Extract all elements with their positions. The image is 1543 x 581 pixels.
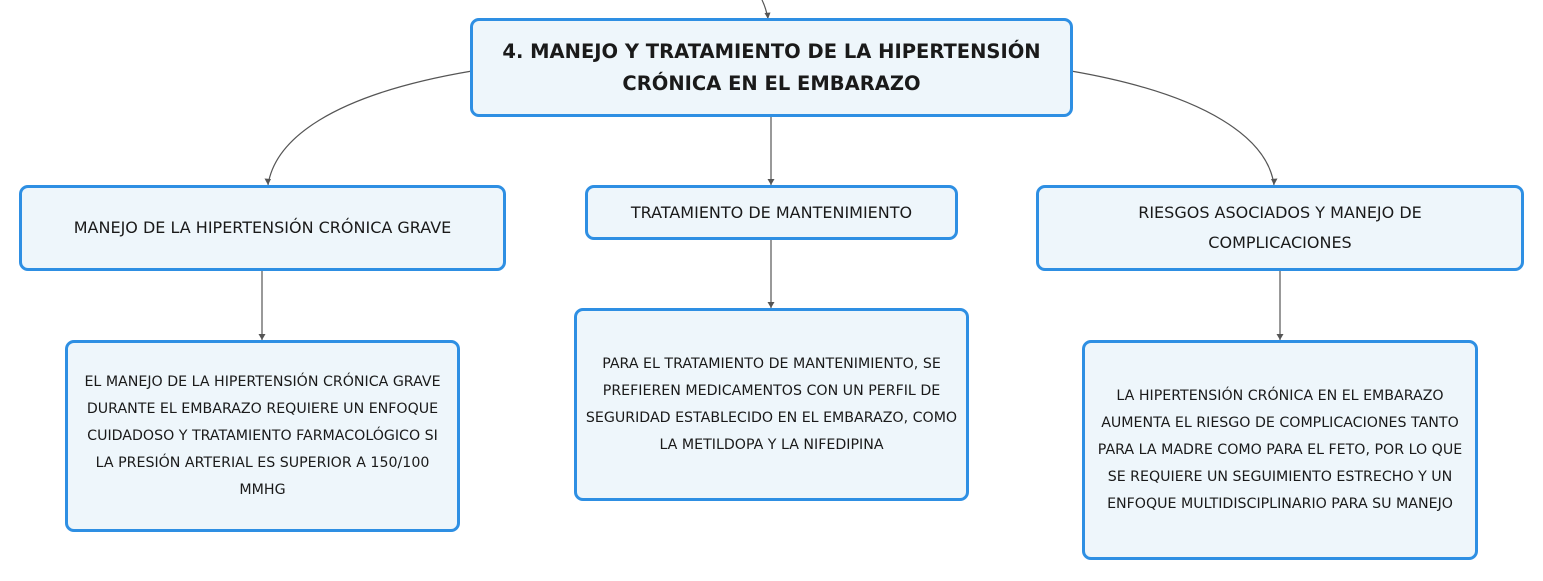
connector-parent-in xyxy=(762,0,768,19)
detail-text: EL MANEJO DE LA HIPERTENSIÓN CRÓNICA GRAVE DURANTE EL EMBARAZO REQUIERE UN ENFOQUE CUIDADOSO Y TRATAMIENTO FARMACOLÓGICO SI LA PRESIÓN ARTERIAL ES SUPERIOR A 150/100 MMHG xyxy=(84,373,441,498)
branch-label: TRATAMIENTO DE MANTENIMIENTO xyxy=(630,202,913,222)
branch-node-risks[interactable] xyxy=(1036,185,1524,271)
connector-root-to-branch-3 xyxy=(1071,71,1274,185)
connector-root-to-branch-1 xyxy=(268,71,472,185)
root-label: 4. MANEJO Y TRATAMIENTO DE LA HIPERTENSIÓN CRÓNICA EN EL EMBARAZO xyxy=(502,39,1041,95)
detail-text: PARA EL TRATAMIENTO DE MANTENIMIENTO, SE PREFIEREN MEDICAMENTOS CON UN PERFIL DE SEGURIDAD ESTABLECIDO EN EL EMBARAZO, COMO LA METILDOPA Y LA NIFEDIPINA xyxy=(585,355,958,453)
detail-node-severe-hypertension[interactable] xyxy=(65,340,460,532)
branch-label: RIESGOS ASOCIADOS Y MANEJO DE COMPLICACIONES xyxy=(1138,203,1422,252)
detail-text: LA HIPERTENSIÓN CRÓNICA EN EL EMBARAZO AUMENTA EL RIESGO DE COMPLICACIONES TANTO PARA LA MADRE COMO PARA EL FETO, POR LO QUE SE REQUIERE UN SEGUIMIENTO ESTRECHO Y UN ENFOQUE MULTIDISCIPLINARIO PARA SU MANEJO xyxy=(1097,387,1463,512)
root-node[interactable] xyxy=(470,18,1073,117)
branch-label: MANEJO DE LA HIPERTENSIÓN CRÓNICA GRAVE xyxy=(73,218,452,237)
branch-node-severe-hypertension[interactable] xyxy=(19,185,506,271)
detail-node-risks[interactable] xyxy=(1082,340,1478,560)
branch-node-maintenance[interactable] xyxy=(585,185,958,240)
detail-node-maintenance[interactable] xyxy=(574,308,969,501)
